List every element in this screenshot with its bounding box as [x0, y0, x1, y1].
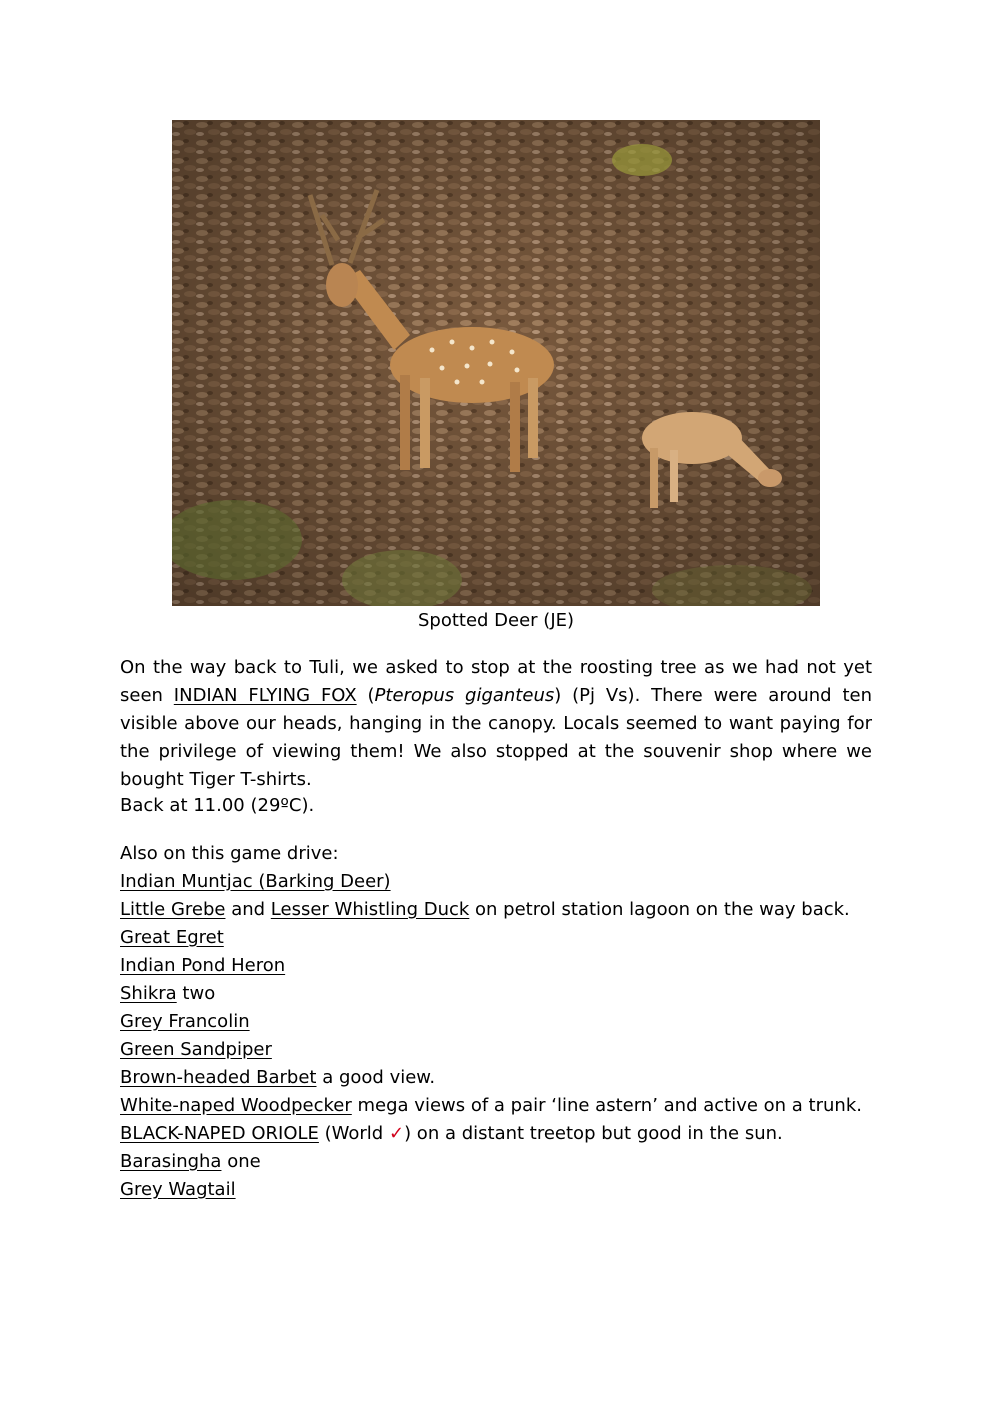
list-item	[120, 952, 872, 980]
list-note: a good view.	[316, 1067, 436, 1088]
list-item	[120, 896, 872, 924]
checkmark-icon: ✓	[388, 1123, 405, 1144]
list-note: two	[176, 983, 216, 1004]
list-intro: Also on this game drive:	[120, 843, 339, 864]
list-note: on petrol station lagoon on the way back.	[469, 899, 850, 920]
sightings-list	[120, 840, 872, 1204]
species-name: Grey Francolin	[120, 1011, 250, 1032]
species-name: Shikra	[120, 983, 177, 1004]
list-item	[120, 1092, 872, 1120]
list-item	[120, 1176, 872, 1204]
list-item	[120, 1008, 872, 1036]
photo-caption: Spotted Deer (JE)	[417, 610, 575, 631]
list-note: ) on a distant treetop but good in the sun.	[404, 1123, 783, 1144]
species-name: Barasingha	[120, 1151, 222, 1172]
list-note: (World	[318, 1123, 389, 1144]
paragraph-text-1: On the way back to Tuli, we asked to stop at the roosting tree as we had not yet seen	[120, 657, 872, 706]
list-item	[120, 1120, 872, 1148]
list-item	[120, 1148, 872, 1176]
species-name: BLACK-NAPED ORIOLE	[120, 1123, 319, 1144]
species-name: Great Egret	[120, 927, 224, 948]
species-link-indian-flying-fox: INDIAN FLYING FOX	[173, 685, 357, 706]
list-item	[120, 924, 872, 952]
species-name: Lesser Whistling Duck	[270, 899, 470, 920]
list-item	[120, 868, 872, 896]
species-name: Grey Wagtail	[120, 1179, 236, 1200]
list-item	[120, 1036, 872, 1064]
list-item	[120, 980, 872, 1008]
paragraph-text-2: (	[356, 685, 375, 706]
species-name: Indian Pond Heron	[120, 955, 286, 976]
species-name: Indian Muntjac (Barking Deer)	[120, 871, 391, 892]
species-name: White-naped Woodpecker	[120, 1095, 352, 1116]
back-at-line: Back at 11.00 (29ºC).	[120, 795, 315, 816]
paragraph-text-3: ) (Pj Vs). There were around ten visible above our heads, hanging in the canopy. Locals seemed to want paying for the privilege of viewing them! We also stopped at the souvenir shop where we bought Tiger T-shirts.	[120, 685, 872, 790]
species-name: Brown-headed Barbet	[120, 1067, 317, 1088]
latin-name: Pteropus giganteus	[374, 685, 555, 706]
narrative-paragraph	[120, 654, 872, 794]
list-note: and	[225, 899, 271, 920]
list-note: mega views of a pair ‘line astern’ and active on a trunk.	[351, 1095, 862, 1116]
list-item	[120, 1064, 872, 1092]
deer-photo	[172, 120, 820, 606]
list-note: one	[221, 1151, 261, 1172]
deer-photo-illustration	[172, 120, 820, 606]
species-name: Green Sandpiper	[120, 1039, 272, 1060]
species-name: Little Grebe	[120, 899, 226, 920]
